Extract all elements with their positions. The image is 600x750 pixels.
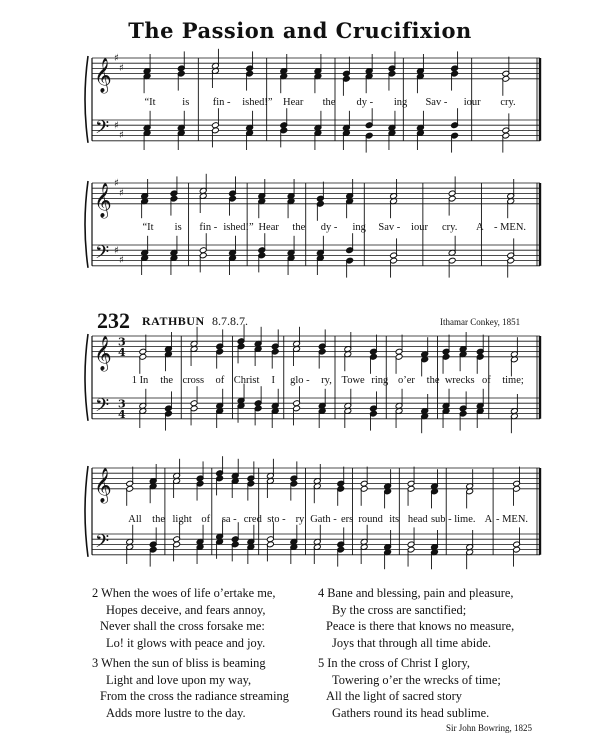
lyric-syllable: Christ	[233, 375, 260, 386]
stanza-line: 4 Bane and blessing, pain and pleasure,	[318, 586, 514, 600]
bass-clef-icon: 𝄢	[95, 117, 110, 143]
stanza-line: Gathers round its head sublime.	[332, 705, 490, 720]
lyric-syllable: o’er	[397, 375, 415, 386]
page-title: The Passion and Crucifixion	[128, 18, 472, 43]
sharp-icon: ♯	[119, 63, 124, 74]
lyric-syllable: sa -	[221, 514, 237, 525]
bass-clef-icon: 𝄢	[95, 395, 110, 421]
lyric-syllable: dy -	[320, 222, 338, 233]
stanza-line: All the light of sacred story	[326, 689, 462, 704]
lyric-syllable: iour	[463, 97, 481, 108]
sharp-icon: ♯	[119, 130, 124, 142]
stanza-line: Never shall the cross forsake me:	[100, 619, 265, 634]
lyric-syllable: of	[215, 375, 225, 386]
bass-clef-icon: 𝄢	[95, 531, 110, 557]
lyric-syllable: lime.	[454, 514, 476, 525]
lyric-syllable: Sav -	[378, 222, 401, 233]
sharp-icon: ♯	[114, 120, 119, 132]
lyric-syllable: of	[481, 375, 491, 386]
stanza-line: 5 In the cross of Christ I glory,	[318, 656, 470, 670]
stanza-line: Hopes deceive, and fears annoy,	[106, 602, 266, 617]
lyric-syllable: sto -	[267, 514, 286, 525]
treble-clef-icon: 𝄞	[94, 57, 112, 93]
lyric-syllable: the	[292, 222, 306, 233]
stanza-line: Lo! it glows with peace and joy.	[106, 635, 266, 650]
time-signature: 4	[118, 407, 126, 421]
lyric-syllable: is	[182, 97, 190, 108]
hymn-number: 232	[97, 308, 130, 333]
stanza-line: Joys that through all time abide.	[332, 635, 491, 650]
lyric-syllable: Hear	[258, 222, 279, 233]
treble-clef-icon: 𝄞	[94, 182, 112, 218]
lyric-syllable: head	[407, 514, 428, 525]
lyric-syllable: cry.	[441, 222, 458, 233]
lyric-syllable: Sav -	[425, 97, 448, 108]
lyric-syllable: ry,	[321, 375, 332, 386]
lyric-syllable: iour	[411, 222, 428, 233]
time-signature: 3	[118, 397, 126, 411]
lyric-syllable: I	[271, 375, 275, 386]
brace-icon	[85, 466, 88, 557]
lyric-syllable: All	[128, 514, 142, 525]
time-signature: 3	[118, 335, 126, 349]
lyric-syllable: the	[322, 97, 336, 108]
lyric-syllable: Towe	[341, 375, 365, 386]
time-signature: 4	[118, 345, 126, 359]
lyric-syllable: the	[426, 375, 440, 386]
lyric-syllable: round	[358, 514, 383, 525]
lyric-syllable: “It	[144, 97, 156, 108]
lyric-syllable: - MEN.	[493, 222, 527, 233]
lyric-syllable: “It	[142, 222, 154, 233]
meter: 8.7.8.7.	[212, 314, 248, 328]
sharp-icon: ♯	[114, 53, 119, 65]
lyric-syllable: is	[174, 222, 182, 233]
lyric-syllable: the	[152, 514, 165, 525]
stanza-line: Towering o’er the wrecks of time;	[332, 672, 501, 687]
sharp-icon: ♯	[114, 245, 119, 257]
lyric-syllable: the	[160, 375, 174, 386]
bass-clef-icon: 𝄢	[95, 242, 110, 268]
stanza-2	[92, 585, 276, 651]
sharp-icon: ♯	[119, 255, 124, 267]
sharp-icon: ♯	[119, 188, 124, 199]
lyric-syllable: glo -	[290, 375, 310, 386]
stanza-line: 3 When the sun of bliss is beaming	[92, 656, 266, 670]
stanza-line: From the cross the radiance streaming	[100, 689, 289, 704]
lyric-syllable: ry	[295, 514, 305, 525]
treble-clef-icon: 𝄞	[94, 335, 112, 371]
author-credit: Sir John Bowring, 1825	[445, 723, 532, 733]
stanza-line: Light and love upon my way,	[106, 672, 252, 687]
stanza-line: Adds more lustre to the day.	[106, 705, 246, 720]
lyric-syllable: light	[172, 514, 192, 525]
lyric-syllable: ing	[352, 222, 366, 233]
lyric-syllable: A	[476, 222, 484, 233]
lyric-syllable: dy -	[356, 97, 374, 108]
lyric-syllable: 1 In	[131, 375, 149, 386]
lyric-syllable: cry.	[500, 97, 516, 108]
lyric-syllable: Hear	[282, 97, 304, 108]
treble-clef-icon: 𝄞	[94, 467, 112, 503]
stanza-line: By the cross are sanctified;	[332, 602, 467, 617]
lyric-syllable: ers	[340, 514, 354, 525]
brace-icon	[85, 56, 88, 143]
lyric-syllable: Gath -	[310, 514, 337, 525]
tune-name: RATHBUN	[142, 314, 205, 328]
lyric-syllable: sub -	[430, 514, 452, 525]
sharp-icon: ♯	[114, 178, 119, 190]
lyric-syllable: ished!”	[242, 97, 273, 108]
stanza-line: 2 When the woes of life o’ertake me,	[92, 586, 276, 600]
lyric-syllable: cross	[182, 375, 205, 386]
brace-icon	[85, 334, 88, 421]
brace-icon	[85, 181, 88, 268]
lyric-syllable: of	[201, 514, 211, 525]
lyric-syllable: its	[389, 514, 400, 525]
lyric-syllable: ished!”	[223, 222, 254, 233]
lyric-syllable: ing	[393, 97, 408, 108]
lyric-syllable: fin -	[212, 97, 231, 108]
lyric-syllable: cred	[243, 514, 262, 525]
lyric-syllable: - MEN.	[495, 514, 529, 525]
stanza-3	[92, 655, 289, 721]
stanza-5	[318, 655, 501, 721]
lyric-syllable: ring	[371, 375, 389, 386]
lyric-syllable: time;	[502, 375, 524, 386]
stanza-line: Peace is there that knows no measure,	[326, 619, 515, 634]
lyric-syllable: fin -	[199, 222, 218, 233]
stanza-4	[318, 585, 514, 651]
lyric-syllable: wrecks	[444, 375, 475, 386]
lyric-syllable: A	[484, 514, 493, 525]
composer-credit: Ithamar Conkey, 1851	[440, 317, 521, 327]
